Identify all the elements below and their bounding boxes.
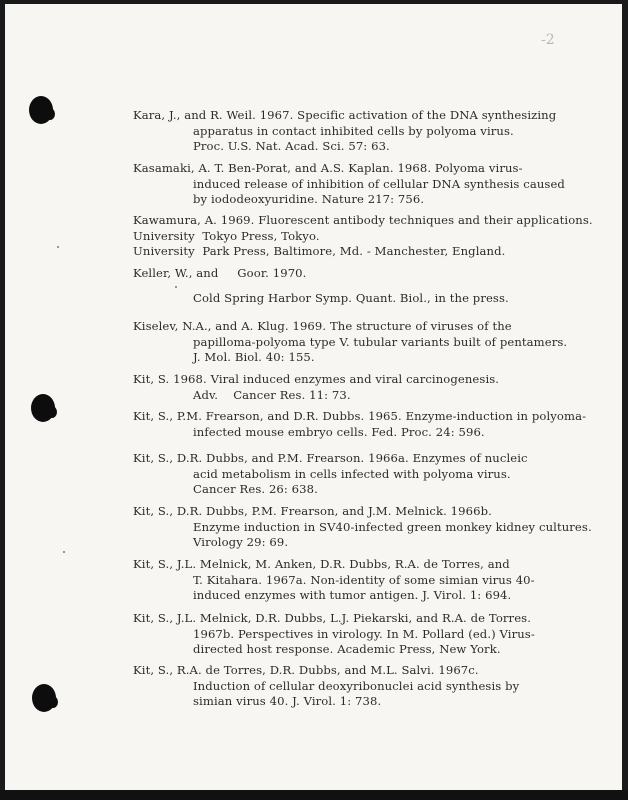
reference-line: acid metabolism in cells infected with polyoma virus.: [193, 466, 511, 481]
reference-line: Kit, S., J.L. Melnick, M. Anken, D.R. Dubbs, R.A. de Torres, and: [133, 557, 510, 571]
reference-line: induced enzymes with tumor antigen. J. Virol. 1: 694.: [193, 588, 512, 603]
reference-line: infected mouse embryo cells. Fed. Proc. 24: 596.: [193, 424, 485, 439]
reference-line: Kit, S., D.R. Dubbs, P.M. Frearson, and J.M. Melnick. 1966b.: [133, 504, 492, 518]
reference-line: Cancer Res. 26: 638.: [193, 482, 318, 497]
reference-line: J. Mol. Biol. 40: 155.: [193, 350, 315, 365]
reference-line: apparatus in contact inhibited cells by polyoma virus.: [193, 123, 514, 138]
reference-line: Cold Spring Harbor Symp. Quant. Biol., in the press.: [193, 291, 509, 305]
reference-line: directed host response. Academic Press, New York.: [193, 642, 501, 657]
reference-entry: [133, 663, 623, 710]
reference-entry: [133, 451, 623, 498]
reference-entry: [133, 557, 623, 604]
reference-entry: [133, 611, 623, 658]
speck: [63, 551, 65, 553]
reference-entry: [133, 213, 623, 260]
reference-line: Kit, S., P.M. Frearson, and D.R. Dubbs. 1965. Enzyme-induction in polyoma-: [133, 409, 587, 423]
reference-line: 1967b. Perspectives in virology. In M. Pollard (ed.) Virus-: [193, 626, 535, 641]
reference-entry: [133, 266, 623, 282]
reference-line: simian virus 40. J. Virol. 1: 738.: [193, 694, 382, 709]
reference-entry: [133, 108, 623, 155]
reference-line: induced release of inhibition of cellular DNA synthesis caused: [193, 176, 565, 191]
reference-line: papilloma-polyoma type V. tubular variants built of pentamers.: [193, 334, 568, 349]
reference-entry-continued: [133, 291, 623, 307]
reference-line: Kit, S., J.L. Melnick, D.R. Dubbs, L.J. Piekarski, and R.A. de Torres.: [133, 611, 531, 625]
reference-line: Kawamura, A. 1969. Fluorescent antibody techniques and their applications.: [133, 213, 593, 227]
reference-entry: [133, 319, 623, 366]
punch-hole: [32, 684, 56, 712]
punch-hole: [31, 394, 55, 422]
reference-line: Induction of cellular deoxyribonuclei acid synthesis by: [193, 678, 520, 693]
document-page: [5, 4, 622, 790]
reference-line: Virology 29: 69.: [193, 535, 289, 550]
reference-line: Kit, S., R.A. de Torres, D.R. Dubbs, and M.L. Salvi. 1967c.: [133, 663, 479, 677]
reference-line: by iododeoxyuridine. Nature 217: 756.: [193, 192, 425, 207]
reference-line: T. Kitahara. 1967a. Non-identity of some simian virus 40-: [193, 572, 535, 587]
reference-line: Proc. U.S. Nat. Acad. Sci. 57: 63.: [193, 139, 390, 154]
reference-line: Kasamaki, A. T. Ben-Porat, and A.S. Kaplan. 1968. Polyoma virus-: [133, 161, 523, 175]
reference-line: University Tokyo Press, Tokyo.: [133, 228, 320, 243]
speck: [57, 246, 59, 248]
reference-entry: [133, 372, 623, 403]
reference-line: Kiselev, N.A., and A. Klug. 1969. The structure of viruses of the: [133, 319, 512, 333]
scan-border: [0, 790, 628, 800]
speck: [175, 286, 177, 288]
reference-entry: [133, 504, 623, 551]
reference-entry: [133, 409, 623, 440]
reference-line: Keller, W., and Goor. 1970.: [133, 266, 307, 280]
reference-line: Enzyme induction in SV40-infected green monkey kidney cultures.: [193, 519, 592, 534]
reference-line: Kit, S., D.R. Dubbs, and P.M. Frearson. 1966a. Enzymes of nucleic: [133, 451, 528, 465]
punch-hole: [29, 96, 53, 124]
reference-line: Kit, S. 1968. Viral induced enzymes and viral carcinogenesis.: [133, 372, 500, 386]
reference-line: University Park Press, Baltimore, Md. - Manchester, England.: [133, 244, 506, 259]
page-corner-mark: -2: [541, 32, 555, 48]
reference-entry: [133, 161, 623, 208]
reference-line: Adv. Cancer Res. 11: 73.: [193, 387, 351, 402]
reference-line: Kara, J., and R. Weil. 1967. Specific activation of the DNA synthesizing: [133, 108, 557, 122]
